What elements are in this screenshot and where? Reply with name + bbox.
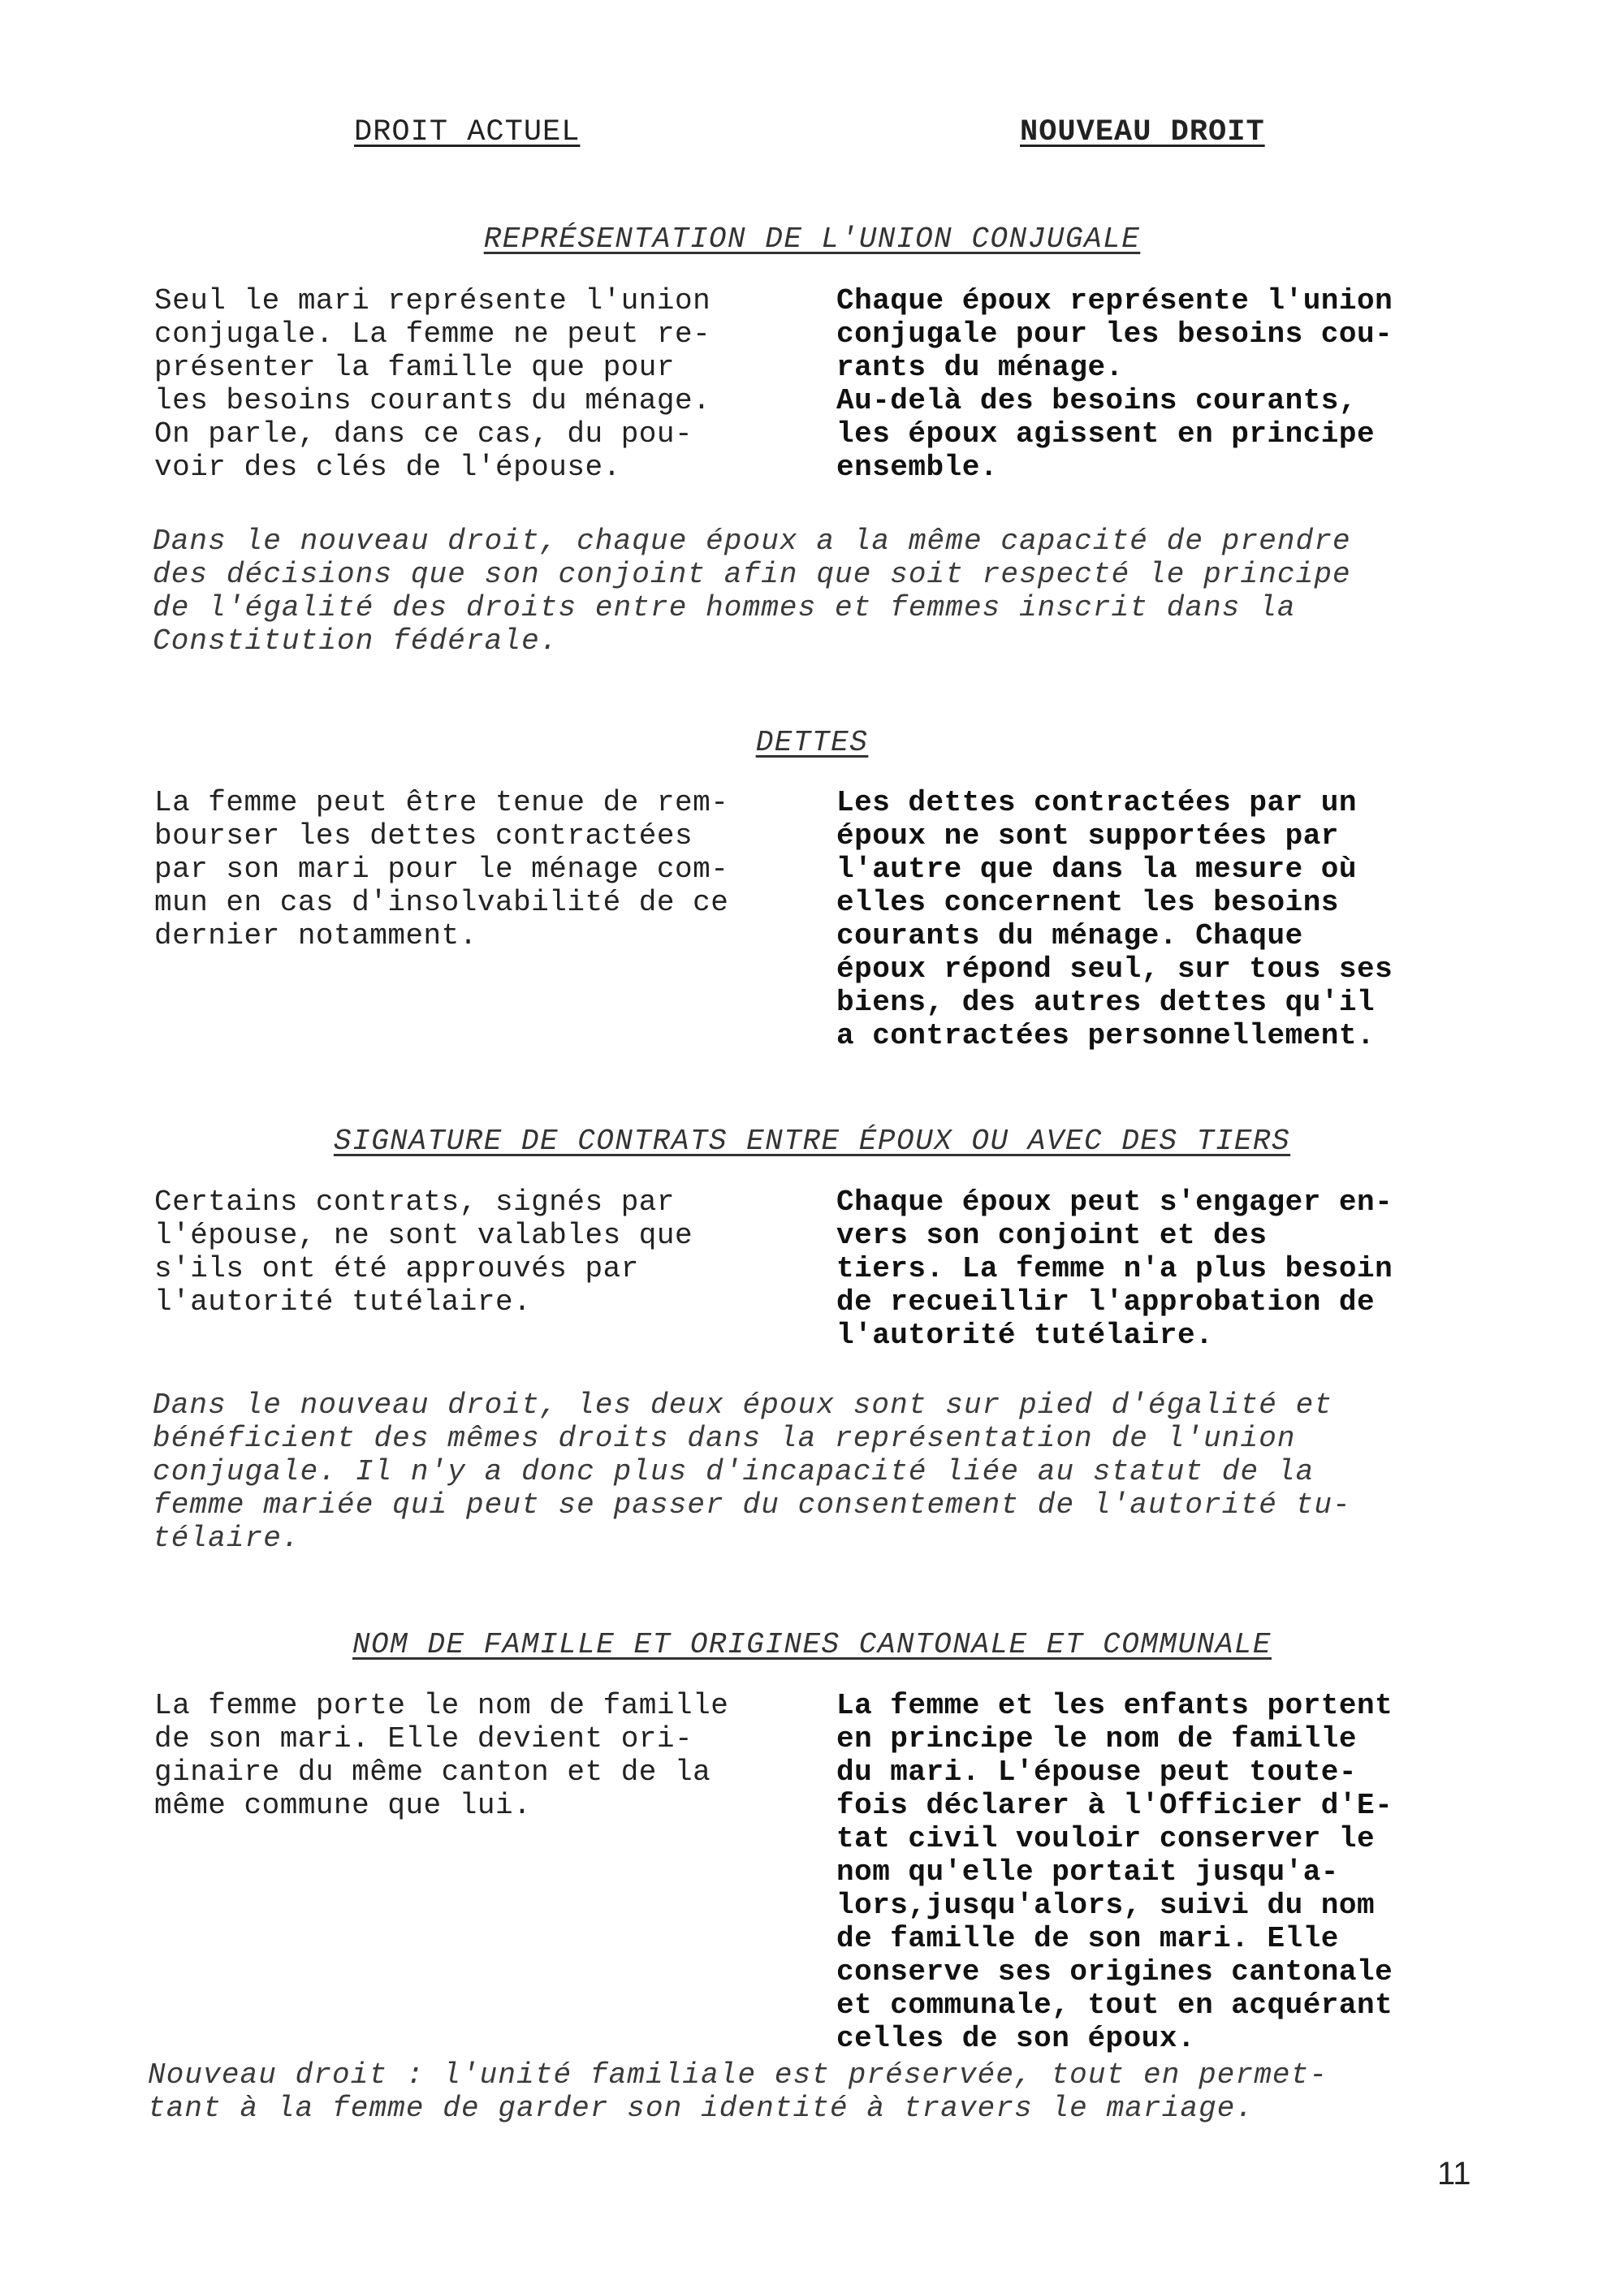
section-representation-note <box>153 525 1492 658</box>
text-line: l'autorité tutélaire. <box>836 1319 1214 1352</box>
text-line: a contractées personnellement. <box>836 1019 1376 1052</box>
text-line: fois déclarer à l'Officier d'E- <box>836 1789 1393 1822</box>
text-line: de recueillir l'approbation de <box>836 1285 1376 1319</box>
text-line: de famille de son mari. Elle <box>836 1922 1339 1955</box>
text-line: les époux agissent en principe <box>836 417 1376 451</box>
note-line: tant à la femme de garder son identité à travers le mariage. <box>148 2092 1255 2125</box>
text-line: les besoins courants du ménage. <box>154 384 711 417</box>
text-line: On parle, dans ce cas, du pou- <box>154 417 693 451</box>
section-contracts-new-law <box>836 1186 1486 1352</box>
text-line: Seul le mari représente l'union <box>154 284 711 317</box>
text-line: Chaque époux peut s'engager en- <box>836 1186 1393 1219</box>
section-debts-current-law <box>154 786 804 952</box>
text-line: conjugale. La femme ne peut re- <box>154 317 711 351</box>
text-line: de son mari. Elle devient ori- <box>154 1722 693 1756</box>
text-line: tat civil vouloir conserver le <box>836 1822 1376 1855</box>
text-line: l'autorité tutélaire. <box>154 1285 532 1319</box>
section-representation-new-law <box>836 284 1486 484</box>
section-family-name-note <box>148 2058 1488 2125</box>
note-line: bénéficient des mêmes droits dans la représentation de l'union <box>153 1422 1296 1455</box>
text-line: même commune que lui. <box>154 1789 532 1822</box>
note-line: des décisions que son conjoint afin que soit respecté le principe <box>153 558 1351 591</box>
text-line: lors,jusqu'alors, suivi du nom <box>836 1889 1376 1922</box>
text-line: du mari. L'épouse peut toute- <box>836 1756 1358 1789</box>
text-line: bourser les dettes contractées <box>154 819 693 853</box>
note-line: télaire. <box>153 1522 300 1555</box>
text-line: vers son conjoint et des <box>836 1219 1268 1252</box>
text-line: époux ne sont supportées par <box>836 819 1339 853</box>
text-line: mun en cas d'insolvabilité de ce <box>154 886 729 919</box>
text-line: s'ils ont été approuvés par <box>154 1252 639 1285</box>
text-line: et communale, tout en acquérant <box>836 1989 1393 2022</box>
note-line: de l'égalité des droits entre hommes et femmes inscrit dans la <box>153 591 1296 624</box>
text-line: l'épouse, ne sont valables que <box>154 1219 693 1252</box>
page-number: 11 <box>1437 2156 1471 2192</box>
note-line: Constitution fédérale. <box>153 624 559 658</box>
text-line: Au-delà des besoins courants, <box>836 384 1358 417</box>
text-line: La femme et les enfants portent <box>836 1689 1393 1722</box>
section-title-family-name: NOM DE FAMILLE ET ORIGINES CANTONALE ET COMMUNALE <box>352 1628 1272 1661</box>
text-line: nom qu'elle portait jusqu'a- <box>836 1855 1339 1889</box>
text-line: par son mari pour le ménage com- <box>154 853 729 886</box>
text-line: conserve ses origines cantonale <box>836 1955 1393 1989</box>
text-line: Chaque époux représente l'union <box>836 284 1393 317</box>
section-contracts-current-law <box>154 1186 804 1319</box>
column-heading-new-law: NOUVEAU DROIT <box>1020 115 1265 149</box>
text-line: ensemble. <box>836 451 998 484</box>
text-line: présenter la famille que pour <box>154 351 676 384</box>
note-line: conjugale. Il n'y a donc plus d'incapacité liée au statut de la <box>153 1455 1315 1488</box>
text-line: La femme peut être tenue de rem- <box>154 786 729 819</box>
note-line: Dans le nouveau droit, les deux époux sont sur pied d'égalité et <box>153 1388 1333 1422</box>
text-line: elles concernent les besoins <box>836 886 1339 919</box>
text-line: époux répond seul, sur tous ses <box>836 952 1393 986</box>
text-line: en principe le nom de famille <box>836 1722 1358 1756</box>
section-title-contracts: SIGNATURE DE CONTRATS ENTRE ÉPOUX OU AVEC DES TIERS <box>333 1125 1291 1158</box>
section-family-name-new-law <box>836 1689 1486 2055</box>
section-family-name-current-law <box>154 1689 804 1822</box>
section-title-representation: REPRÉSENTATION DE L'UNION CONJUGALE <box>483 222 1141 256</box>
note-line: femme mariée qui peut se passer du consentement de l'autorité tu- <box>153 1488 1351 1522</box>
text-line: La femme porte le nom de famille <box>154 1689 729 1722</box>
text-line: conjugale pour les besoins cou- <box>836 317 1393 351</box>
section-contracts-note <box>153 1388 1492 1555</box>
text-line: rants du ménage. <box>836 351 1124 384</box>
text-line: celles de son époux. <box>836 2022 1196 2055</box>
note-line: Nouveau droit : l'unité familiale est préservée, tout en permet- <box>148 2058 1328 2092</box>
text-line: dernier notamment. <box>154 919 477 952</box>
text-line: ginaire du même canton et de la <box>154 1756 711 1789</box>
text-line: l'autre que dans la mesure où <box>836 853 1358 886</box>
column-heading-current-law: DROIT ACTUEL <box>354 115 581 149</box>
section-title-debts: DETTES <box>755 726 869 759</box>
text-line: Les dettes contractées par un <box>836 786 1358 819</box>
section-representation-current-law <box>154 284 804 484</box>
text-line: Certains contrats, signés par <box>154 1186 676 1219</box>
section-debts-new-law <box>836 786 1486 1052</box>
text-line: voir des clés de l'épouse. <box>154 451 621 484</box>
text-line: biens, des autres dettes qu'il <box>836 986 1376 1019</box>
note-line: Dans le nouveau droit, chaque époux a la même capacité de prendre <box>153 525 1351 558</box>
text-line: tiers. La femme n'a plus besoin <box>836 1252 1393 1285</box>
text-line: courants du ménage. Chaque <box>836 919 1303 952</box>
